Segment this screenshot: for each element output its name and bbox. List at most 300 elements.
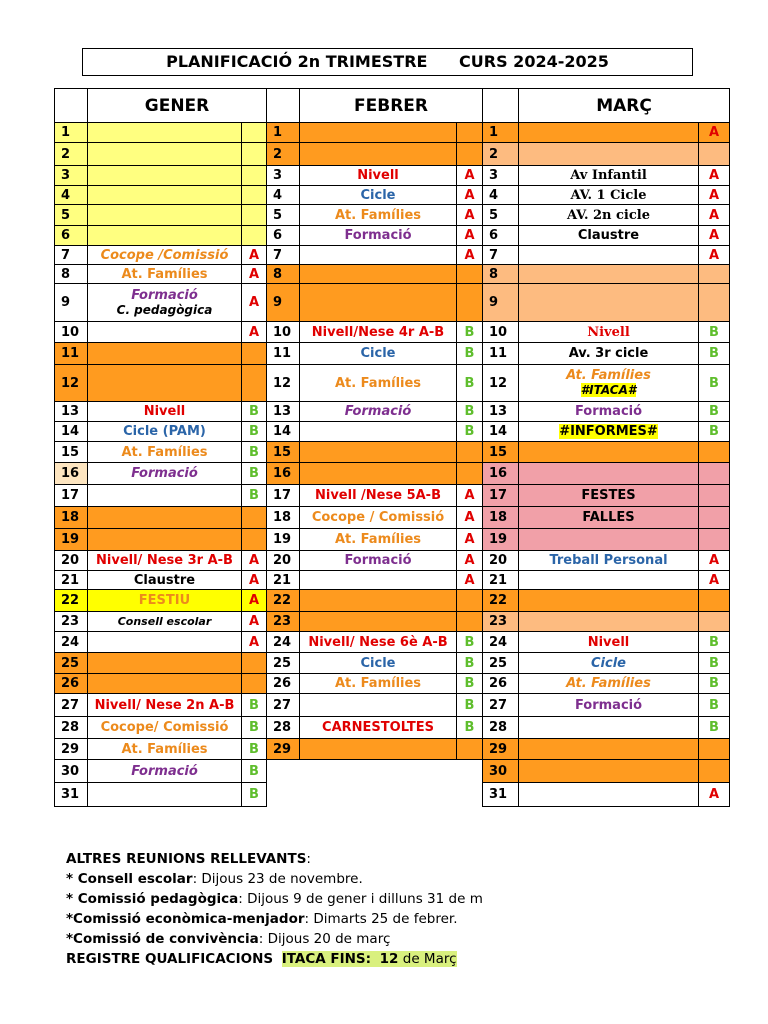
group-flag: B	[457, 402, 483, 422]
event-cell	[88, 143, 242, 166]
group-flag: A	[699, 186, 730, 205]
day-number: 22	[483, 590, 519, 612]
day-number: 8	[55, 265, 88, 284]
day-number: 22	[267, 590, 300, 612]
group-flag	[242, 343, 267, 365]
day-number: 28	[483, 717, 519, 739]
group-flag	[699, 442, 730, 463]
group-flag: A	[242, 551, 267, 571]
notes-heading: ALTRES REUNIONS RELLEVANTS	[66, 851, 307, 867]
event-cell	[300, 365, 457, 402]
day-row	[267, 590, 483, 612]
day-row	[483, 551, 730, 571]
event-text: Claustre	[133, 572, 196, 588]
group-flag: A	[242, 590, 267, 612]
day-row	[267, 322, 483, 343]
day-number: 18	[55, 507, 88, 529]
day-number: 17	[483, 485, 519, 507]
day-number: 5	[267, 205, 300, 226]
day-number: 24	[483, 632, 519, 653]
day-number: 6	[483, 226, 519, 246]
event-cell	[300, 343, 457, 365]
group-flag: B	[457, 632, 483, 653]
day-row	[483, 442, 730, 463]
day-number: 15	[483, 442, 519, 463]
event-cell	[300, 246, 457, 265]
event-text: Nivell	[357, 168, 399, 183]
group-flag	[457, 739, 483, 760]
group-flag: B	[457, 674, 483, 694]
event-cell	[519, 612, 699, 632]
event-cell	[300, 551, 457, 571]
group-flag	[457, 123, 483, 143]
group-flag: B	[457, 717, 483, 739]
register-itaca: ITACA FINS:	[281, 951, 372, 967]
group-flag: B	[242, 485, 267, 507]
event-cell	[88, 343, 242, 365]
day-number: 13	[55, 402, 88, 422]
month-header-febrer: FEBRER	[300, 89, 483, 123]
day-row	[55, 783, 267, 807]
event-text: Formació	[131, 763, 198, 779]
event-cell	[88, 632, 242, 653]
event-text: Cocope / Comissió	[311, 510, 445, 525]
day-row	[483, 485, 730, 507]
group-flag: A	[457, 205, 483, 226]
event-text: At. Famílies	[334, 207, 422, 223]
day-number: 4	[55, 186, 88, 205]
event-cell	[88, 123, 242, 143]
event-text: Cocope /Comissió	[100, 247, 229, 263]
register-day: 12	[379, 951, 399, 967]
day-row	[55, 186, 267, 205]
day-number: 21	[55, 571, 88, 590]
day-row	[267, 571, 483, 590]
day-row	[267, 674, 483, 694]
event-text: Formació	[344, 404, 412, 419]
event-text: At. Famílies	[121, 741, 208, 757]
group-flag: B	[242, 694, 267, 717]
group-flag: A	[457, 226, 483, 246]
day-row	[55, 571, 267, 590]
group-flag	[242, 674, 267, 694]
event-cell	[88, 551, 242, 571]
event-text: Formació	[131, 287, 198, 303]
event-cell	[300, 653, 457, 674]
day-number: 2	[267, 143, 300, 166]
event-cell	[88, 612, 242, 632]
day-row	[267, 205, 483, 226]
event-cell	[300, 422, 457, 442]
day-row	[483, 123, 730, 143]
day-number: 17	[267, 485, 300, 507]
event-cell	[519, 653, 699, 674]
day-row	[55, 442, 267, 463]
day-number: 14	[483, 422, 519, 442]
event-cell	[519, 402, 699, 422]
day-row	[55, 507, 267, 529]
event-text: Treball Personal	[549, 553, 668, 568]
day-number: 27	[483, 694, 519, 717]
event-text: Nivell/ Nese 3r A-B	[96, 553, 233, 568]
note-text: : Dimarts 25 de febrer.	[304, 911, 458, 927]
group-flag	[457, 143, 483, 166]
day-number: 18	[483, 507, 519, 529]
group-flag: A	[242, 284, 267, 322]
day-row	[55, 612, 267, 632]
day-row	[55, 694, 267, 717]
event-text: Consell escolar	[117, 615, 212, 628]
day-number: 3	[267, 166, 300, 186]
event-cell	[300, 612, 457, 632]
group-flag: A	[457, 246, 483, 265]
day-number: 24	[55, 632, 88, 653]
group-flag: B	[242, 783, 267, 807]
day-number: 7	[55, 246, 88, 265]
day-number: 13	[267, 402, 300, 422]
day-number: 23	[483, 612, 519, 632]
group-flag: B	[457, 322, 483, 343]
month-header-gener: GENER	[88, 89, 267, 123]
day-number: 26	[267, 674, 300, 694]
day-row	[55, 760, 267, 783]
note-label: * Consell escolar	[66, 871, 193, 887]
day-number: 23	[55, 612, 88, 632]
event-text: At. Famílies	[121, 444, 208, 460]
day-number: 25	[483, 653, 519, 674]
event-cell	[300, 463, 457, 485]
day-number: 15	[55, 442, 88, 463]
group-flag	[457, 442, 483, 463]
event-cell	[519, 186, 699, 205]
event-cell	[88, 442, 242, 463]
group-flag: B	[242, 463, 267, 485]
group-flag	[242, 143, 267, 166]
day-row	[483, 265, 730, 284]
day-number: 12	[267, 365, 300, 402]
event-text: #INFORMES#	[559, 424, 658, 439]
day-number: 2	[55, 143, 88, 166]
day-number: 3	[55, 166, 88, 186]
day-row	[483, 246, 730, 265]
day-number: 31	[55, 783, 88, 807]
group-flag: A	[699, 205, 730, 226]
event-cell	[519, 507, 699, 529]
day-row	[483, 186, 730, 205]
day-number: 27	[55, 694, 88, 717]
day-number: 28	[267, 717, 300, 739]
day-number: 19	[483, 529, 519, 551]
group-flag: B	[699, 632, 730, 653]
event-cell	[300, 717, 457, 739]
event-cell	[88, 485, 242, 507]
register-label: REGISTRE QUALIFICACIONS	[66, 951, 274, 967]
group-flag	[242, 365, 267, 402]
event-text: FESTIU	[138, 593, 191, 608]
event-cell	[88, 205, 242, 226]
event-text: Nivell	[143, 404, 186, 419]
day-row	[55, 402, 267, 422]
day-number: 16	[267, 463, 300, 485]
day-number: 29	[55, 739, 88, 760]
day-number: 26	[55, 674, 88, 694]
event-text: Claustre	[577, 228, 640, 243]
event-text: At. Famílies	[121, 266, 208, 282]
group-flag: A	[242, 322, 267, 343]
day-row	[483, 143, 730, 166]
day-row	[267, 739, 483, 760]
group-flag: B	[699, 674, 730, 694]
month-table-marc	[482, 88, 730, 807]
day-number: 9	[267, 284, 300, 322]
note-text: : Dijous 9 de gener i dilluns 31 de m	[238, 891, 483, 907]
day-row	[55, 166, 267, 186]
day-number: 28	[55, 717, 88, 739]
day-number: 31	[483, 783, 519, 807]
day-number: 20	[55, 551, 88, 571]
event-text: Formació	[574, 404, 643, 419]
day-row	[55, 551, 267, 571]
event-cell	[88, 529, 242, 551]
group-flag	[242, 653, 267, 674]
note-label: *Comissió econòmica-menjador	[66, 911, 305, 927]
event-cell	[519, 284, 699, 322]
day-number: 18	[267, 507, 300, 529]
group-flag: B	[699, 365, 730, 402]
group-flag: A	[457, 571, 483, 590]
day-row	[267, 442, 483, 463]
day-row	[483, 322, 730, 343]
event-cell	[88, 226, 242, 246]
event-cell	[88, 265, 242, 284]
event-cell	[300, 507, 457, 529]
day-number: 5	[55, 205, 88, 226]
day-row	[267, 653, 483, 674]
month-header-marc: MARÇ	[519, 89, 730, 123]
event-text: FESTES	[581, 488, 636, 503]
day-number: 17	[55, 485, 88, 507]
group-flag: B	[242, 739, 267, 760]
event-cell	[519, 694, 699, 717]
day-number: 6	[267, 226, 300, 246]
day-row	[267, 226, 483, 246]
day-row	[483, 226, 730, 246]
event-cell	[300, 590, 457, 612]
event-cell	[300, 123, 457, 143]
event-cell	[519, 265, 699, 284]
day-number: 2	[483, 143, 519, 166]
day-number: 21	[267, 571, 300, 590]
event-text: At. Famílies	[334, 375, 422, 391]
group-flag	[457, 265, 483, 284]
event-cell	[300, 571, 457, 590]
day-row	[483, 760, 730, 783]
notes-section: ALTRES REUNIONS RELLEVANTS: * Consell escolar: Dijous 23 de novembre. * Comissió pedagògica: Dijous 9 de gener i dilluns 31 de m *Comissió econòmica-menjador: Dimarts 25 de febrer. *Comissió de convivència: Dijous 20 de març REGISTRE QUALIFICACIONS ITACA FINS: 12 de Març	[66, 851, 483, 967]
event-cell	[300, 485, 457, 507]
group-flag	[699, 590, 730, 612]
event-cell	[300, 143, 457, 166]
day-row	[483, 674, 730, 694]
event-cell	[519, 226, 699, 246]
event-text: At. Famílies	[566, 676, 651, 691]
day-number: 8	[267, 265, 300, 284]
group-flag	[699, 612, 730, 632]
event-text: Av Infantil	[570, 168, 647, 183]
event-text: Formació	[131, 466, 198, 481]
event-cell	[519, 717, 699, 739]
group-flag	[699, 463, 730, 485]
group-flag: B	[457, 653, 483, 674]
event-cell	[519, 571, 699, 590]
day-number: 5	[483, 205, 519, 226]
day-row	[55, 529, 267, 551]
page-title	[82, 48, 693, 76]
day-number: 10	[483, 322, 519, 343]
group-flag	[699, 284, 730, 322]
day-row	[483, 632, 730, 653]
group-flag	[699, 265, 730, 284]
group-flag	[457, 284, 483, 322]
event-cell	[519, 322, 699, 343]
note-text: : Dijous 20 de març	[258, 931, 391, 947]
event-text: Av. 3r cicle	[568, 346, 649, 361]
day-number: 7	[267, 246, 300, 265]
day-row	[267, 485, 483, 507]
group-flag: A	[457, 166, 483, 186]
day-row	[483, 205, 730, 226]
group-flag	[242, 186, 267, 205]
event-cell	[300, 674, 457, 694]
group-flag: B	[242, 442, 267, 463]
event-text: Cicle	[360, 655, 396, 671]
day-row	[55, 590, 267, 612]
day-number: 19	[55, 529, 88, 551]
day-number: 20	[267, 551, 300, 571]
day-number: 11	[267, 343, 300, 365]
event-text: Cocope/ Comissió	[100, 720, 229, 735]
title-course: CURS 2024-2025	[459, 52, 609, 71]
event-cell	[300, 442, 457, 463]
group-flag	[457, 612, 483, 632]
event-text: Formació	[344, 228, 412, 243]
day-number: 14	[267, 422, 300, 442]
event-cell	[519, 422, 699, 442]
event-text: Nivell/ Nese 2n A-B	[94, 697, 235, 713]
event-text: Formació	[344, 553, 412, 568]
day-number: 4	[267, 186, 300, 205]
event-text: At. Famílies	[334, 532, 422, 547]
event-cell	[88, 760, 242, 783]
group-flag: A	[242, 571, 267, 590]
group-flag: B	[242, 760, 267, 783]
day-number: 22	[55, 590, 88, 612]
day-row	[267, 265, 483, 284]
day-row	[483, 284, 730, 322]
group-flag: A	[699, 246, 730, 265]
event-cell	[519, 590, 699, 612]
day-number: 14	[55, 422, 88, 442]
event-cell	[519, 166, 699, 186]
day-number: 7	[483, 246, 519, 265]
group-flag: A	[699, 166, 730, 186]
day-row	[267, 529, 483, 551]
event-text: Nivell/Nese 4r A-B	[311, 324, 445, 340]
day-row	[483, 612, 730, 632]
event-cell	[519, 463, 699, 485]
day-row	[483, 590, 730, 612]
day-number: 12	[55, 365, 88, 402]
day-row	[483, 717, 730, 739]
group-flag: A	[699, 123, 730, 143]
day-row	[483, 783, 730, 807]
day-row	[267, 507, 483, 529]
event-cell	[88, 402, 242, 422]
month-table-gener	[54, 88, 267, 807]
group-flag	[242, 123, 267, 143]
day-row	[55, 246, 267, 265]
day-number: 25	[267, 653, 300, 674]
event-cell	[519, 365, 699, 402]
day-row	[55, 284, 267, 322]
day-number: 21	[483, 571, 519, 590]
group-flag: A	[699, 571, 730, 590]
day-number: 23	[267, 612, 300, 632]
day-row	[55, 226, 267, 246]
event-cell	[519, 246, 699, 265]
group-flag: A	[242, 246, 267, 265]
group-flag: B	[457, 343, 483, 365]
group-flag	[242, 529, 267, 551]
group-flag	[242, 205, 267, 226]
group-flag: B	[699, 343, 730, 365]
day-row	[55, 653, 267, 674]
group-flag: A	[242, 265, 267, 284]
event-text: AV. 2n cicle	[566, 207, 650, 223]
group-flag: B	[242, 422, 267, 442]
event-text: Nivell	[587, 634, 630, 650]
event-cell	[519, 551, 699, 571]
day-number: 4	[483, 186, 519, 205]
event-text: Cicle	[360, 346, 396, 361]
day-row	[267, 463, 483, 485]
event-cell	[88, 590, 242, 612]
event-text: Formació	[574, 697, 643, 713]
event-text: Nivell /Nese 5A-B	[314, 488, 441, 503]
day-row	[55, 422, 267, 442]
event-cell	[88, 186, 242, 205]
day-row	[55, 632, 267, 653]
event-cell	[88, 717, 242, 739]
event-cell	[300, 284, 457, 322]
note-text: : Dijous 23 de novembre.	[192, 871, 363, 887]
event-text: Cicle	[360, 187, 396, 203]
event-cell	[88, 422, 242, 442]
day-row	[483, 694, 730, 717]
day-row	[483, 343, 730, 365]
event-text: FALLES	[582, 510, 635, 525]
group-flag	[242, 226, 267, 246]
group-flag	[699, 485, 730, 507]
day-number: 10	[267, 322, 300, 343]
event-cell	[88, 739, 242, 760]
group-flag: B	[699, 322, 730, 343]
event-cell	[300, 402, 457, 422]
day-row	[267, 694, 483, 717]
day-number: 19	[267, 529, 300, 551]
group-flag	[457, 590, 483, 612]
group-flag: B	[457, 694, 483, 717]
group-flag	[457, 463, 483, 485]
